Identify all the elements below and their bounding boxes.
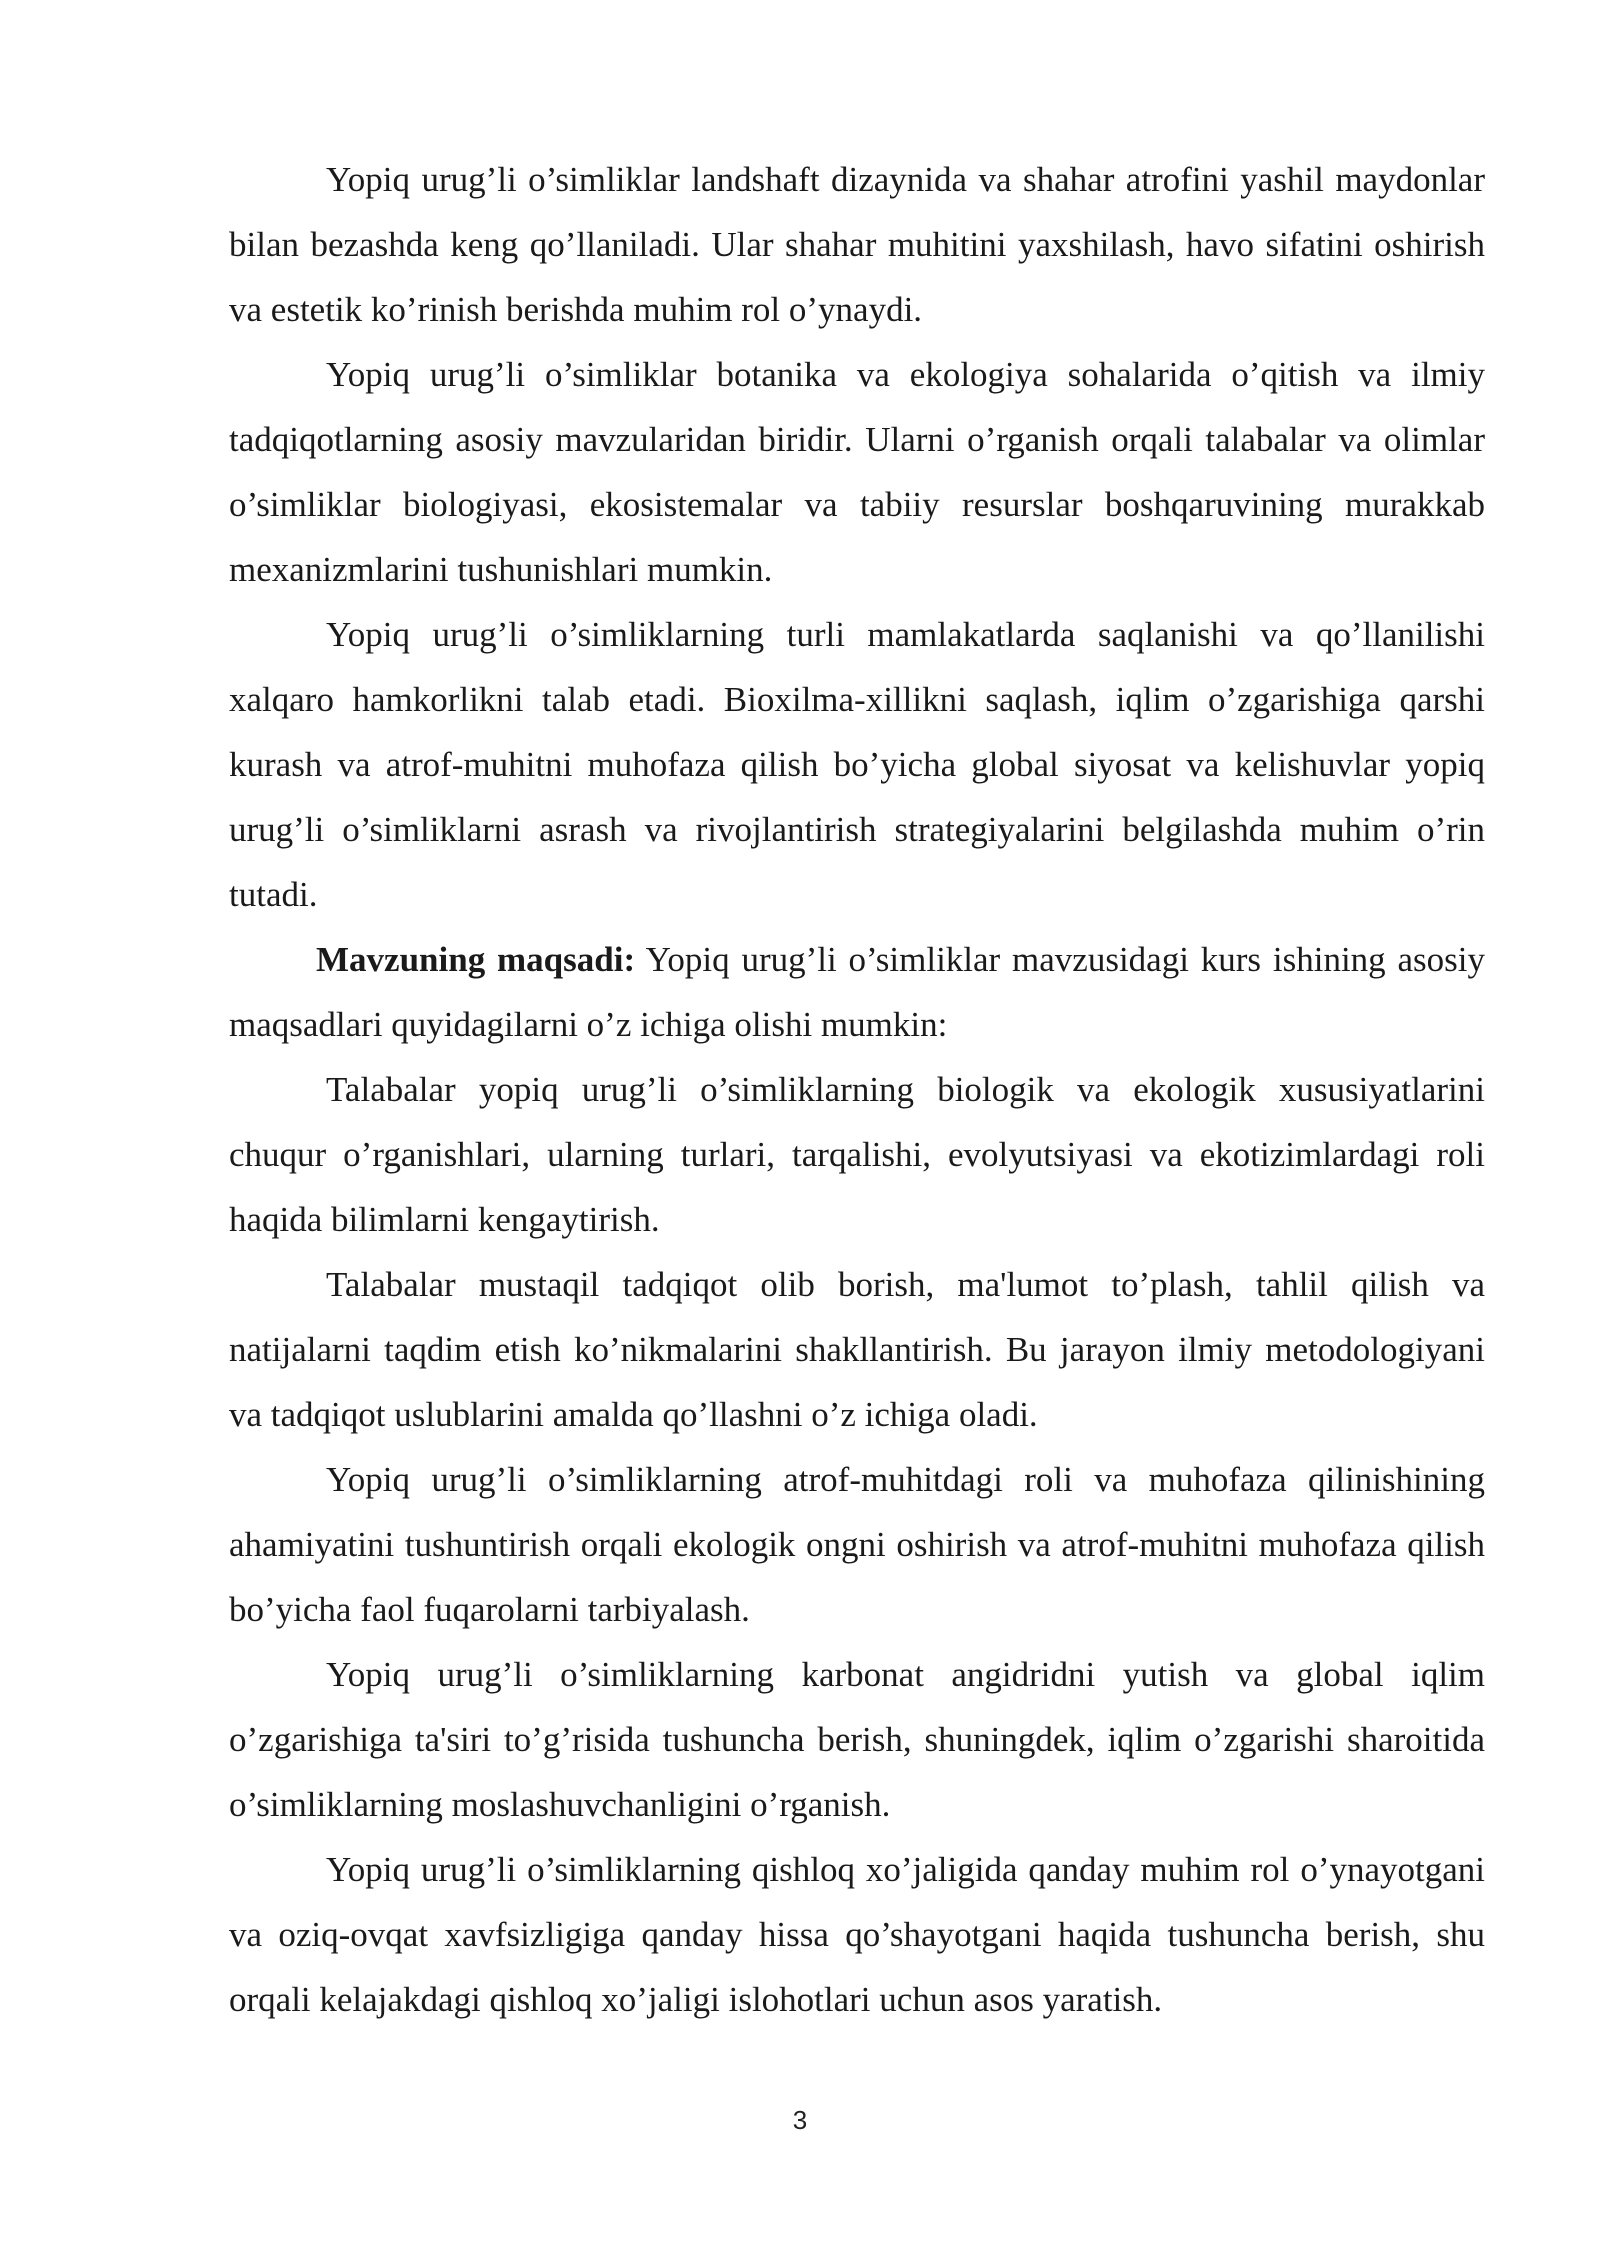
paragraph-goal-agriculture: Yopiq urug’li o’simliklarning qishloq xo’jaligida qanday muhim rol o’ynayotgani va oziq-ovqat xavfsizligiga qanday hissa qo’shayotgani haqida tushuncha berish, shu orqali kelajakdagi qishloq xo’jaligi islohotlari uchun asos yaratish. <box>229 1850 1485 2019</box>
paragraph-international-cooperation: Yopiq urug’li o’simliklarning turli mamlakatlarda saqlanishi va qo’llanilishi xalqaro hamkorlikni talab etadi. Bioxilma-xillikni saqlash, iqlim o’zgarishiga qarshi kurash va atrof-muhitni muhofaza qilish bo’yicha global siyosat va kelishuvlar yopiq urug’li o’simliklarni asrash va rivojlantirish strategiyalarini belgilashda muhim o’rin tutadi. <box>229 615 1485 914</box>
paragraph-topic-goal <box>229 927 1485 1057</box>
topic-goal-text: Yopiq urug’li o’simliklar mavzusidagi kurs ishining asosiy maqsadlari quyidagilarni o’z ichiga olishi mumkin: <box>229 940 1485 1044</box>
paragraph-goal-biology: Talabalar yopiq urug’li o’simliklarning biologik va ekologik xususiyatlarini chuqur o’rganishlari, ularning turlari, tarqalishi, evolyutsiyasi va ekotizimlardagi roli haqida bilimlarni kengaytirish. <box>229 1070 1485 1239</box>
paragraph-landscape-design: Yopiq urug’li o’simliklar landshaft dizaynida va shahar atrofini yashil maydonlar bilan bezashda keng qo’llaniladi. Ular shahar muhitini yaxshilash, havo sifatini oshirish va estetik ko’rinish berishda muhim rol o’ynaydi. <box>229 160 1485 329</box>
paragraph-goal-ecological-awareness: Yopiq urug’li o’simliklarning atrof-muhitdagi roli va muhofaza qilinishining ahamiyatini tushuntirish orqali ekologik ongni oshirish va atrof-muhitni muhofaza qilish bo’yicha faol fuqarolarni tarbiyalash. <box>229 1460 1485 1629</box>
paragraph-botany-education: Yopiq urug’li o’simliklar botanika va ekologiya sohalarida o’qitish va ilmiy tadqiqotlarning asosiy mavzularidan biridir. Ularni o’rganish orqali talabalar va olimlar o’simliklar biologiyasi, ekosistemalar va tabiiy resurslar boshqaruvining murakkab mexanizmlarini tushunishlari mumkin. <box>229 355 1485 589</box>
page-number: 3 <box>792 2105 808 2135</box>
paragraph-goal-research-skills: Talabalar mustaqil tadqiqot olib borish, ma'lumot to’plash, tahlil qilish va natijalarni taqdim etish ko’nikmalarini shakllantirish. Bu jarayon ilmiy metodologiyani va tadqiqot uslublarini amalda qo’llashni o’z ichiga oladi. <box>229 1265 1485 1434</box>
document-page <box>229 147 1485 2032</box>
topic-goal-label: Mavzuning maqsadi: <box>316 940 636 979</box>
paragraph-goal-climate: Yopiq urug’li o’simliklarning karbonat angidridni yutish va global iqlim o’zgarishiga ta'siri to’g’risida tushuncha berish, shuningdek, iqlim o’zgarishi sharoitida o’simliklarning moslashuvchanligini o’rganish. <box>229 1655 1485 1824</box>
